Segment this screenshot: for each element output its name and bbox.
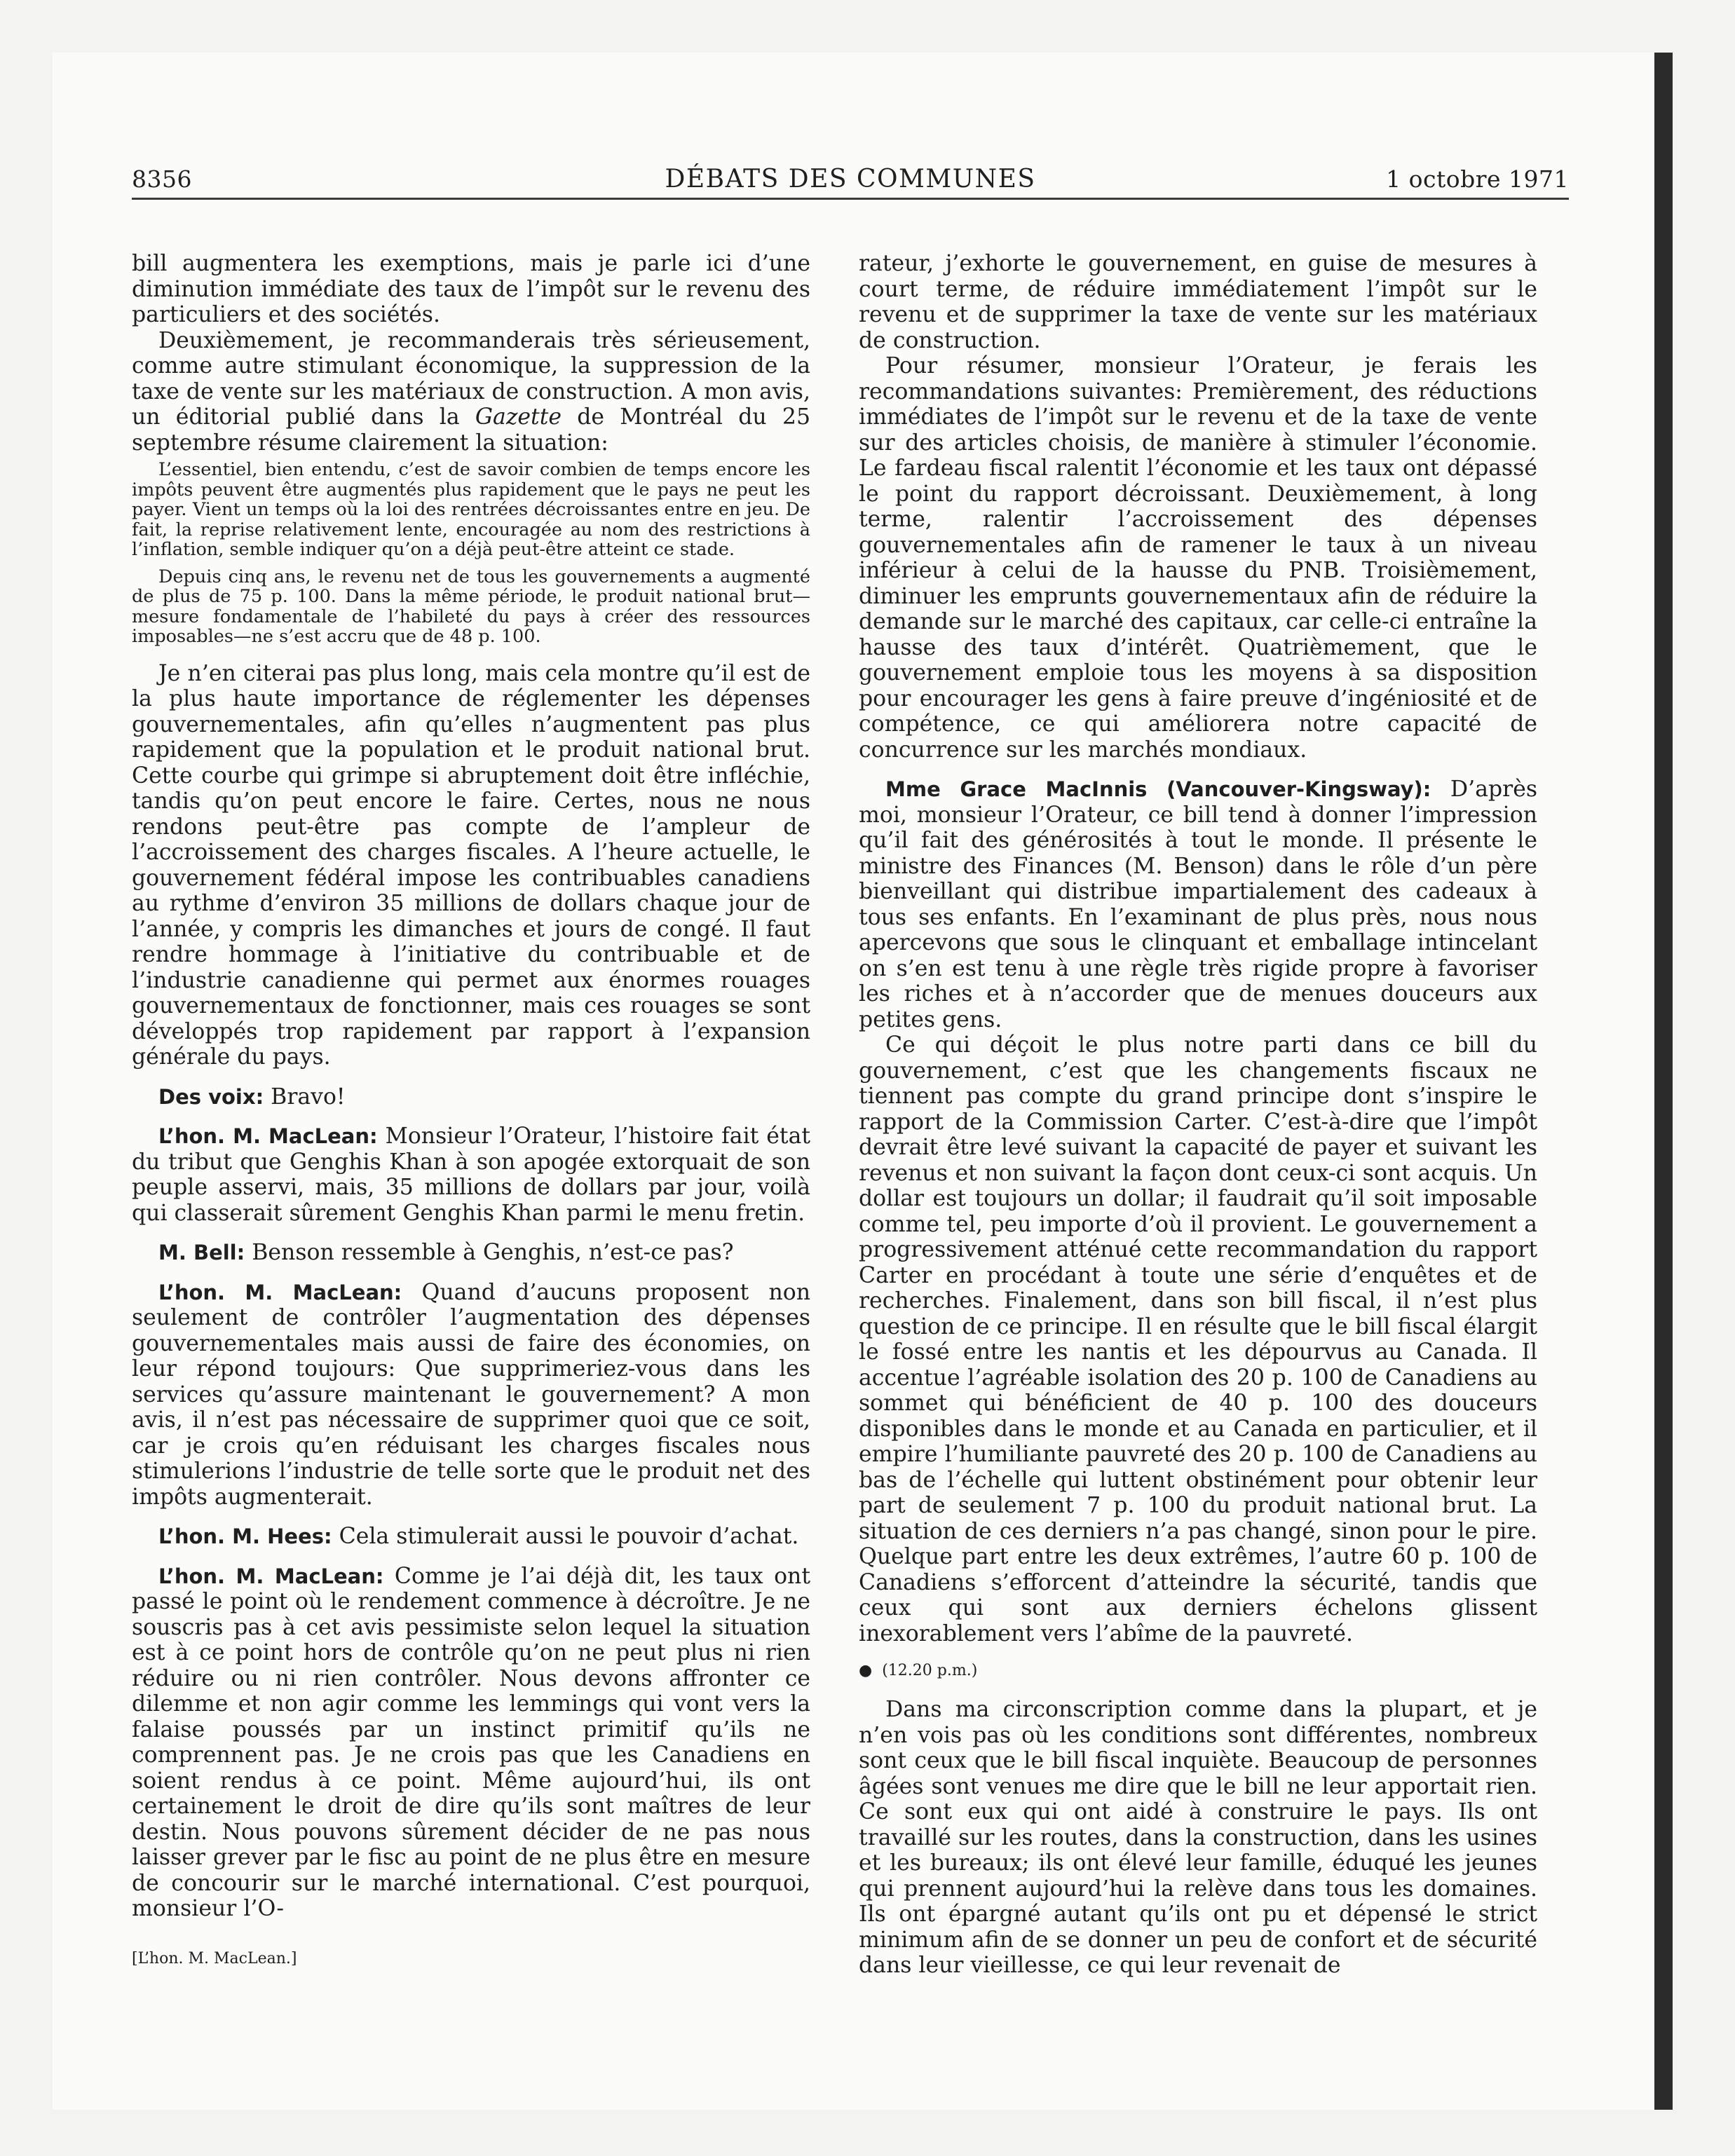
page-number: 8356 [132, 165, 192, 193]
page-header [132, 165, 1569, 200]
speaker-footnote: [L’hon. M. MacLean.] [132, 1949, 297, 1967]
speaker-turn: L’hon. M. MacLean: Monsieur l’Orateur, l’histoire fait état du tribut que Genghis Khan à son apogée extorquait de son peuple asservi, mais, 35 millions de dollars par jour, voilà qui classerait sûrement Genghis Khan parmi le menu fretin. [132, 1124, 811, 1226]
speaker-name: L’hon. M. MacLean: [158, 1124, 378, 1148]
left-column [132, 251, 810, 1968]
speaker-name: M. Bell: [158, 1241, 245, 1264]
paragraph: Dans ma circonscription comme dans la plupart, et je n’en vois pas où les conditions sont différentes, nombreux sont ceux que le bill fiscal inquiète. Beaucoup de personnes âgées sont venues me dire que le bill ne leur apportait rien. Ce sont eux qui ont aidé à construire le pays. Ils ont travaillé sur les routes, dans la construction, dans les usines et les bureaux; ils ont élevé leur famille, éduqué les jeunes qui prennent aujourd’hui la relève dans tous les domaines. Ils ont épargné autant qu’ils ont pu et dépensé le strict minimum afin de se donner un peu de confort et de sécurité dans leur vieillesse, ce qui leur revenait de [859, 1697, 1537, 1978]
speaker-name: Des voix: [158, 1084, 264, 1109]
paragraph: Ce qui déçoit le plus notre parti dans ce bill du gouvernement, c’est que les changements fiscaux ne tiennent pas compte du grand principe dont s’inspire le rapport de la Commission Carter. C’est-à-dire que l’impôt devrait être levé suivant la capacité de payer et suivant les revenus et non suivant la façon dont ceux-ci sont acquis. Un dollar est toujours un dollar; il faudrait qu’il soit imposable comme tel, peu importe d’où il provient. Le gouvernement a progressivement atténué cette recommandation du rapport Carter en procédant à toute une série d’enquêtes et de recherches. Finalement, dans son bill fiscal, il n’est plus question de ce principe. Il en résulte que le bill fiscal élargit le fossé entre les nantis et les dépourvus au Canada. Il accentue l’agréable isolation des 20 p. 100 de Canadiens au sommet qui bénéficient de 40 p. 100 des douceurs disponibles dans le monde et au Canada en particulier, et il empire l’humiliante pauvreté des 20 p. 100 de Canadiens au bas de l’échelle qui luttent obstinément pour obtenir leur part de seulement 7 p. 100 du produit national brut. La situation de ces derniers n’a pas changé, sinon pour le pire. Quelque part entre les deux extrêmes, l’autre 60 p. 100 de Canadiens s’efforcent d’atteindre la sécurité, tandis que ceux qui sont aux derniers échelons glissent inexorablement vers l’abîme de la pauvreté. [859, 1032, 1537, 1646]
speaker-name: L’hon. M. MacLean: [158, 1564, 384, 1588]
speaker-name: L’hon. M. Hees: [158, 1524, 332, 1548]
speaker-turn: Mme Grace MacInnis (Vancouver-Kingsway): D’après moi, monsieur l’Orateur, ce bill tend à donner l’impression qu’il fait des générosités à tout le monde. Il présente le ministre des Finances (M. Benson) dans le rôle d’un père bienveillant qui distribue impartialement des cadeaux à tous ses enfants. En l’examinant de plus près, nous nous apercevons que sous le clinquant et emballage intincelant on s’en est tenu à une règle très rigide propre à favoriser les riches et à n’accorder que de menues douceurs aux petites gens. [859, 777, 1538, 1032]
block-quote: L’essentiel, bien entendu, c’est de savoir combien de temps encore les impôts peuvent être augmentés plus rapidement que le pays ne peut les payer. Vient un temps où la loi des rentrées décroissantes entre en jeu. De fait, la reprise relativement lente, encouragée au nom des restrictions à l’inflation, semble indiquer qu’on a déjà peut-être atteint ce stade. [132, 459, 810, 560]
bullet-icon: ● [859, 1662, 873, 1679]
paragraph: bill augmentera les exemptions, mais je parle ici d’une diminution immédiate des taux de l’impôt sur le revenu des particuliers et des sociétés. [132, 251, 810, 327]
page-date: 1 octobre 1971 [1386, 165, 1569, 193]
paragraph: Je n’en citerai pas plus long, mais cela montre qu’il est de la plus haute importance de réglementer les dépenses gouvernementales, afin qu’elles n’augmentent pas plus rapidement que la population et le produit national brut. Cette courbe qui grimpe si abruptement doit être infléchie, tandis qu’on peut encore le faire. Certes, nous ne nous rendons peut-être pas compte de l’ampleur de l’accroissement des charges fiscales. A l’heure actuelle, le gouvernement fédéral impose les contribuables canadiens au rythme d’environ 35 millions de dollars chaque jour de l’année, y compris les dimanches et jours de congé. Il faut rendre hommage à l’initiative du contribuable et de l’industrie canadienne qui permet aux énormes rouages gouvernementaux de fonctionner, mais ces rouages se sont développés trop rapidement par rapport à l’expansion générale du pays. [132, 660, 810, 1070]
speaker-name: L’hon. M. MacLean: [158, 1280, 402, 1304]
speaker-turn: M. Bell: Benson ressemble à Genghis, n’est-ce pas? [158, 1240, 734, 1265]
block-quote: Depuis cinq ans, le revenu net de tous les gouvernements a augmenté de plus de 75 p. 100. Dans la même période, le produit national brut—mesure fondamentale de l’habileté du pays à créer des ressources imposables—ne s’est accru que de 48 p. 100. [132, 566, 810, 647]
newspaper-title: Gazette [475, 404, 562, 430]
paragraph: Deuxièmement, je recommanderais très sérieusement, comme autre stimulant économique, la suppression de la taxe de vente sur les matériaux de construction. A mon avis, un éditorial publié dans la Gazette de Montréal du 25 septembre résume clairement la situation: [132, 327, 810, 456]
speaker-turn: Des voix: Bravo! [158, 1084, 346, 1110]
paragraph: Pour résumer, monsieur l’Orateur, je ferais les recommandations suivantes: Premièrement, des réductions immédiates de l’impôt sur le revenu et de la taxe de vente sur des articles choisis, de manière à stimuler l’économie. Le fardeau fiscal ralentit l’économie et les taux ont dépassé le point du rapport décroissant. Deuxièmement, à long terme, ralentir l’accroissement des dépenses gouvernementales afin de ramener le taux à un niveau inférieur à celui de la hausse du PNB. Troisièmement, diminuer les emprunts gouvernementaux afin de réduire la demande sur le marché des capitaux, car celle-ci entraîne la hausse des taux d’intérêt. Quatrièmement, que le gouvernement emploie tous les moyens à sa disposition pour encourager les gens à faire preuve d’ingéniosité et de compétence, ce qui améliorera notre capacité de concurrence sur les marchés mondiaux. [859, 353, 1537, 763]
speaker-name: Mme Grace MacInnis (Vancouver-Kingsway): [885, 777, 1431, 801]
speaker-turn: L’hon. M. MacLean: Quand d’aucuns proposent non seulement de contrôler l’augmentation des dépenses gouvernementales mais aussi de faire des économies, on leur répond toujours: Que supprimeriez-vous dans les services qu’assure maintenant le gouvernement? A mon avis, il n’est pas nécessaire de supprimer quoi que ce soit, car je crois qu’en réduisant les charges fiscales nous stimulerions l’industrie de telle sorte que le produit net des impôts augmenterait. [132, 1279, 810, 1510]
journal-title: DÉBATS DES COMMUNES [665, 165, 1036, 193]
right-column [859, 251, 1537, 1979]
speaker-turn: L’hon. M. MacLean: Comme je l’ai déjà dit, les taux ont passé le point où le rendement commence à décroître. Je ne souscris pas à cet avis pessimiste selon lequel la situation est à ce point hors de contrôle qu’on ne peut plus ni rien réduire ou ni rien contrôler. Nous devons affronter ce dilemme et non agir comme les lemmings qui vont vers la falaise poussés par un instinct primitif qu’ils ne comprennent pas. Je ne crois pas que les Canadiens en soient rendus à ce point. Même aujourd’hui, ils ont certainement le droit de dire qu’ils sont maîtres de leur destin. Nous pouvons sûrement décider de ne pas nous laisser grever par le fisc au point de ne plus être en mesure de concourir sur le marché international. C’est pourquoi, monsieur l’O- [132, 1563, 811, 1921]
speaker-turn: L’hon. M. Hees: Cela stimulerait aussi le pouvoir d’achat. [158, 1524, 799, 1549]
time-marker: ● (12.20 p.m.) [859, 1662, 978, 1679]
paragraph: rateur, j’exhorte le gouvernement, en guise de mesures à court terme, de réduire immédiatement l’impôt sur le revenu et de supprimer la taxe de vente sur les matériaux de construction. [859, 251, 1537, 353]
scan-edge-bar [1654, 53, 1673, 2110]
